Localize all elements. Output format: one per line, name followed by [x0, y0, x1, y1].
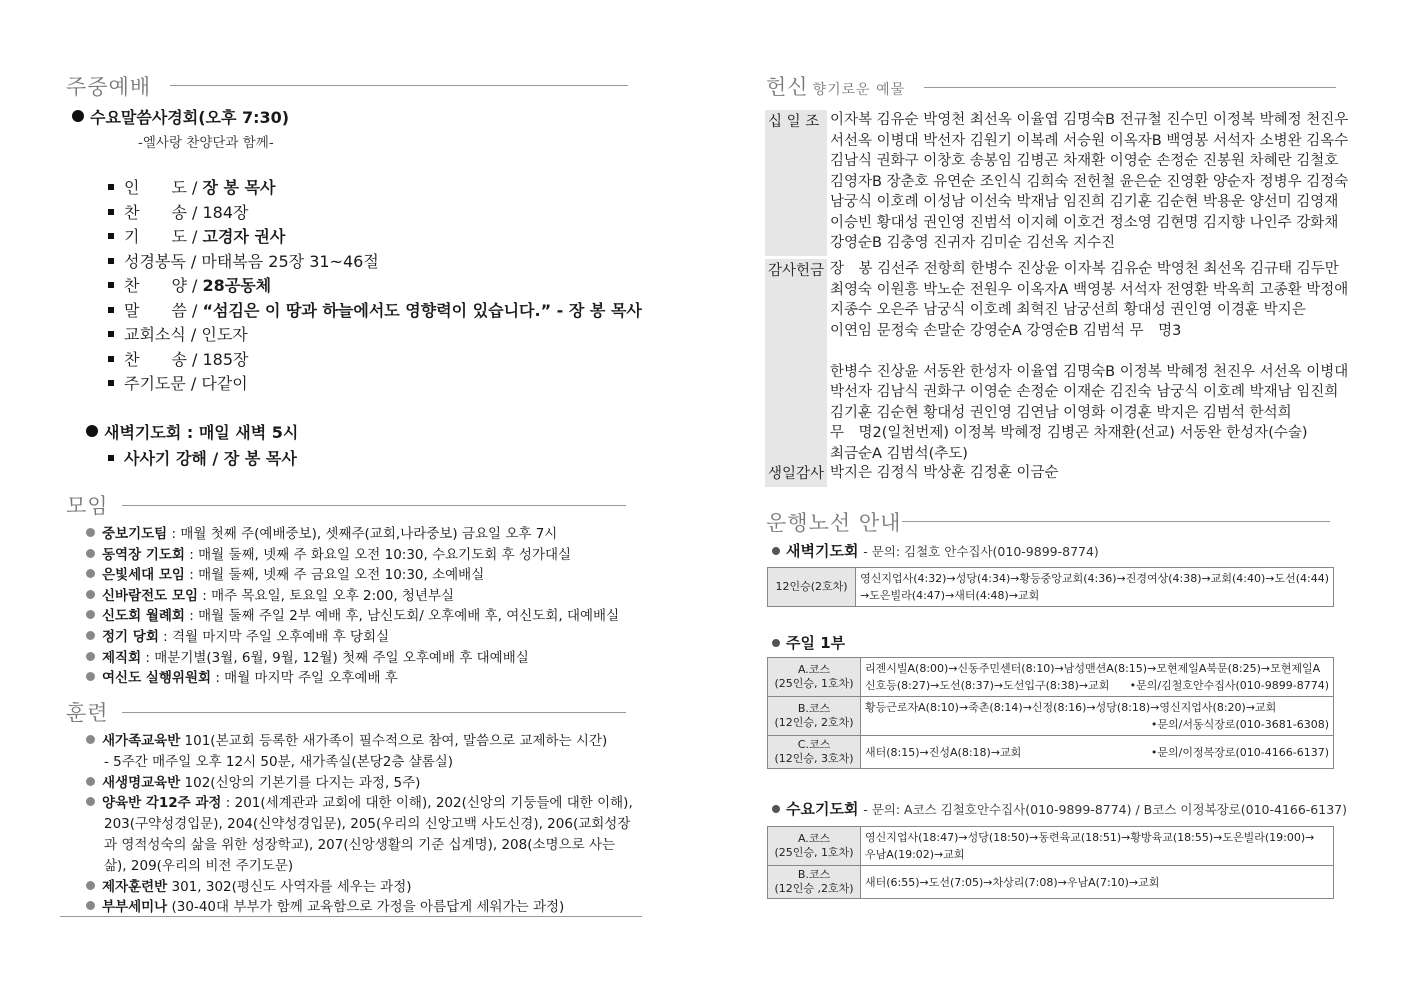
training-name: 제자훈련반	[102, 878, 168, 895]
bus-contact: •문의/이정복장로(010-4166-6137)	[1150, 745, 1329, 759]
meeting-desc: : 매월 마지막 주일 오후예배 후	[211, 670, 398, 687]
bus-car-label: A.코스	[797, 832, 831, 845]
order-item: 말 씀 / “섬김은 이 땅과 하늘에서도 영향력이 있습니다.” - 장 봉 목사	[108, 298, 642, 321]
service-subtitle: -엘사랑 찬양단과 함께-	[138, 135, 274, 151]
route-line: 새터(8:15)→진성A(8:18)→교회 •문의/이정복장로(010-4166-6137)	[865, 745, 1329, 759]
dawn-prayer-sub: 사사기 강해 / 장 봉 목사	[108, 446, 297, 469]
bullet-icon	[772, 805, 780, 813]
bus-car-cell	[768, 866, 861, 899]
thanks-names	[830, 259, 1348, 464]
divider	[170, 85, 628, 86]
training-desc: 101(본교회 등록한 새가족이 필수적으로 참여, 말씀으로 교제하는 시간)	[180, 733, 608, 749]
order-value: “섬김은 이 땅과 하늘에서도 영향력이 있습니다.” - 장 봉 목사	[202, 300, 642, 320]
name-line: 김영자B 장춘호 유연순 조인식 김희숙 전헌철 윤은순 진영환 양순자 정병우 김정숙	[830, 173, 1349, 190]
meeting-desc: : 매월 둘째, 넷째 주 화요일 오전 10:30, 수요기도회 후 성가대실	[184, 546, 572, 563]
bus-car-label: (25인승, 1호차)	[774, 677, 854, 690]
name-line: 최영숙 이원흥 박노순 전원우 이옥자A 백영봉 서석자 전영환 박옥희 고종환 박정애	[830, 281, 1349, 298]
bullet-icon	[772, 639, 780, 647]
meeting-desc: : 격월 마지막 주일 오후예배 후 당회실	[158, 629, 390, 645]
meeting-item	[86, 666, 398, 686]
meeting-name: 은빛세대 모임	[102, 567, 185, 584]
bus-car-label: (12인승, 2호차)	[774, 716, 854, 729]
name-line: 김기훈 김순현 황대성 권인영 김연남 이영화 이경훈 박지은 김범석 한석희	[830, 404, 1292, 421]
training-name: 새가족교육반	[102, 733, 181, 749]
training-desc: - 5주간 매주일 오후 12시 50분, 새가족실(본당2층 샬롬실)	[104, 753, 454, 770]
training-line	[86, 875, 412, 895]
birthday-label: 생일감사	[765, 463, 827, 487]
square-bullet-icon	[108, 209, 114, 215]
bus-route-cell	[861, 827, 1334, 866]
order-label: 찬 양	[124, 276, 187, 295]
order-label: 교회소식	[124, 325, 186, 344]
meeting-desc: : 매월 둘째, 넷째 주 금요일 오전 10:30, 소예배실	[184, 567, 485, 584]
meeting-desc: : 매주 목요일, 토요일 오후 2:00, 청년부실	[198, 587, 455, 604]
bullet-icon	[86, 610, 95, 619]
square-bullet-icon	[108, 233, 114, 239]
meeting-item	[86, 625, 389, 645]
square-bullet-icon	[108, 331, 114, 337]
bus-route-cell	[861, 736, 1334, 769]
bus-route-cell	[861, 658, 1334, 697]
meeting-item	[86, 522, 557, 542]
divider	[60, 916, 642, 917]
order-item: 성경봉독 / 마태복음 25장 31~46절	[108, 249, 379, 272]
meeting-item	[86, 646, 529, 666]
bus-car-label: (12인승, 3호차)	[774, 752, 854, 765]
route-line: 우남A(19:02)→교회	[865, 848, 965, 861]
order-item: 찬 양 / 28공동체	[108, 273, 271, 296]
order-item: 찬 송 / 184장	[108, 200, 248, 223]
bus-route-cell	[861, 697, 1334, 736]
training-desc: 102(신앙의 기본기를 다지는 과정, 5주)	[180, 774, 421, 791]
route-line: 새터(6:55)→도선(7:05)→차상리(7:08)→우남A(7:10)→교회	[865, 875, 1160, 889]
bullet-icon	[86, 425, 98, 437]
order-value: 28공동체	[202, 276, 272, 295]
order-value: 185장	[202, 349, 249, 369]
bus-contact: •문의/서동식장로(010-3681-6308)	[1150, 718, 1329, 731]
bus-row	[768, 866, 1334, 899]
name-line: 박선자 김남식 권화구 이영순 손정순 이재순 김진숙 남궁식 이호례 박재남 임진희	[830, 384, 1339, 400]
bus-car-label: C.코스	[797, 738, 831, 751]
order-value: 마태복음 25장 31~46절	[201, 251, 379, 271]
name-line: 이연임 문정숙 손말순 강영순A 강영순B 김범석 무 명3	[830, 322, 1182, 339]
training-desc: 삶), 209(우리의 비전 주기도문)	[104, 857, 294, 874]
order-label: 기 도	[124, 227, 187, 246]
birthday-names: 박지은 김정식 박상훈 김정훈 이금순	[830, 465, 1059, 481]
worship-section-title: 주중예배	[66, 75, 152, 99]
bus-car-label: (12인승 ,2호차)	[774, 882, 854, 895]
bus-car-label: B.코스	[797, 702, 831, 715]
training-line	[104, 854, 293, 874]
meeting-name: 제직회	[102, 649, 142, 666]
training-name: 양육반 각12주 과정	[102, 795, 222, 812]
divider	[902, 521, 1330, 522]
training-desc: 203(구약성경입문), 204(신약성경입문), 205(우리의 신앙고백 사도신경), 206(교회성장	[104, 816, 631, 833]
bullet-icon	[86, 590, 95, 599]
route-line: 황등근로자A(8:10)→죽촌(8:14)→신정(8:16)→성당(8:18)→영신지업사(8:20)→교회	[865, 701, 1277, 714]
name-line: 서선옥 이병대 박선자 김원기 이복례 서승원 이옥자B 백영봉 서석자 소병완 김옥수	[830, 132, 1349, 149]
square-bullet-icon	[108, 282, 114, 288]
bullet-icon	[772, 547, 780, 555]
name-line	[830, 341, 1348, 362]
training-name: 새생명교육반	[102, 774, 181, 791]
bus-route-cell	[856, 568, 1334, 607]
order-value: 인도자	[201, 325, 248, 344]
bus-row	[768, 568, 1334, 607]
meeting-desc: : 매월 둘째 주일 2부 예배 후, 남신도회/ 오후예배 후, 여신도회, 대예배실	[184, 608, 620, 625]
tithe-label: 십 일 조	[765, 110, 827, 256]
meeting-name: 신도회 월례회	[102, 608, 185, 625]
name-line: 김남식 권화구 이창호 송봉임 김병곤 차재환 이영순 손정순 진봉원 차혜란 김철호	[830, 153, 1339, 169]
square-bullet-icon	[108, 184, 114, 190]
meetings-section-title: 모임	[66, 494, 109, 518]
bus-row	[768, 736, 1334, 769]
bus-car-cell	[768, 827, 861, 866]
divider	[924, 87, 1336, 88]
name-line: 무 명2(일천번제) 이정복 박혜정 김병곤 차재환(선교) 서동완 한성자(수술)	[830, 425, 1308, 441]
bus-row	[768, 658, 1334, 697]
order-label: 성경봉독	[124, 251, 186, 271]
meeting-desc: : 매분기별(3월, 6월, 9월, 12월) 첫째 주일 오후예배 후 대예배실	[141, 649, 529, 666]
training-line	[86, 895, 564, 915]
bus-row	[768, 697, 1334, 736]
thanks-label: 감사헌금	[765, 259, 827, 485]
name-line: 이승빈 황대성 권인영 진범석 이지혜 이호건 정소영 김현명 김지향 나인주 강화채	[830, 214, 1339, 231]
name-line: 장 봉 김선주 전항희 한병수 진상윤 이자복 김유순 박영천 최선옥 김규태 김두만	[830, 261, 1339, 277]
square-bullet-icon	[108, 380, 114, 386]
order-value: 다같이	[201, 374, 248, 393]
route-line: 영신지업사(4:32)→성당(4:34)→황등중앙교회(4:36)→진경여상(4:38)→교회(4:40)→도선(4:44)	[860, 572, 1329, 585]
meeting-item	[86, 584, 454, 604]
service-heading	[72, 105, 289, 128]
bus-car-cell	[768, 568, 856, 607]
training-desc: 과 영적성숙의 삶을 위한 성장학교), 207(신앙생활의 기준 십계명), 208(소명으로 사는	[104, 837, 616, 853]
route-line: →도은빌라(4:47)→새터(4:48)→교회	[860, 589, 1040, 602]
bus-car-cell	[768, 736, 861, 769]
bus-car-cell	[768, 697, 861, 736]
meeting-item	[86, 563, 484, 583]
bullet-icon	[86, 881, 95, 890]
bus-car-label: 12인승(2호차)	[775, 580, 848, 593]
square-bullet-icon	[108, 258, 114, 264]
bullet-icon	[86, 528, 95, 537]
offering-section-title: 헌신 향기로운 예물	[766, 75, 906, 99]
square-bullet-icon	[108, 307, 114, 313]
bullet-icon	[86, 777, 95, 786]
bus-dawn-heading: 새벽기도회 - 문의: 김철호 안수집사(010-9899-8774)	[772, 540, 1099, 561]
bullet-icon	[86, 549, 95, 558]
order-item: 인 도 / 장 봉 목사	[108, 175, 275, 198]
name-line: 남궁식 이호례 이성남 이선숙 박재남 임진희 김기훈 김순현 박용운 양선미 김영재	[830, 194, 1339, 210]
meeting-name: 동역장 기도회	[102, 546, 185, 563]
meeting-name: 정기 당회	[102, 629, 159, 645]
order-value: 고경자 권사	[202, 227, 286, 246]
name-line: 최금순A 김범석(추도)	[830, 445, 968, 462]
bullet-icon	[72, 110, 84, 122]
bullet-icon	[86, 631, 95, 640]
bus-car-cell	[768, 658, 861, 697]
square-bullet-icon	[108, 455, 114, 461]
bus-car-label: A.코스	[797, 663, 831, 676]
training-line	[104, 812, 630, 832]
bus-car-label: (25인승, 1호차)	[774, 846, 854, 859]
order-label: 인 도	[124, 178, 187, 197]
divider	[122, 712, 626, 713]
order-item: 주기도문 / 다같이	[108, 371, 248, 394]
training-desc: 301, 302(평신도 사역자를 세우는 과정)	[167, 878, 412, 895]
training-desc: : 201(세계관과 교회에 대한 이해), 202(신앙의 기둥들에 대한 이해),	[221, 795, 633, 812]
meeting-desc: : 매월 첫째 주(예배중보), 셋째주(교회,나라중보) 금요일 오후 7시	[167, 526, 558, 542]
bus-sunday-heading: 주일 1부	[772, 632, 845, 653]
bus-section-title: 운행노선 안내	[766, 511, 902, 535]
bus-contact: •문의/김철호안수집사(010-9899-8774)	[1129, 679, 1329, 692]
order-value: 184장	[202, 202, 249, 222]
dawn-prayer-heading: 새벽기도회 : 매일 새벽 5시	[86, 420, 298, 443]
bullet-icon	[86, 901, 95, 910]
order-label: 찬 송	[124, 202, 187, 222]
training-line	[104, 833, 615, 853]
square-bullet-icon	[108, 356, 114, 362]
meeting-item	[86, 604, 619, 624]
name-line: 강영순B 김충영 진귀자 김미순 김선옥 지수진	[830, 235, 1116, 251]
bullet-icon	[86, 569, 95, 578]
meeting-item	[86, 543, 571, 563]
tithe-names	[830, 110, 1348, 254]
bus-dawn-table	[767, 567, 1334, 607]
training-name: 부부세미나	[102, 899, 168, 916]
order-label: 찬 송	[124, 349, 187, 369]
order-value: 장 봉 목사	[202, 178, 276, 197]
divider	[122, 505, 626, 506]
service-title: 수요말씀사경회(오후 7:30)	[90, 108, 290, 127]
bus-sunday-table	[767, 657, 1334, 769]
name-line: 지종수 오은주 남궁식 이호례 최혁진 남궁선희 황대성 권인영 이경훈 박지은	[830, 302, 1306, 318]
meeting-name: 중보기도팀	[102, 526, 168, 542]
name-line: 이자복 김유순 박영천 최선옥 이율엽 김명숙B 전규철 진수민 이정복 박혜정 천진우	[830, 112, 1349, 128]
bus-wednesday-heading: 수요기도회 - 문의: A코스 김철호안수집사(010-9899-8774) / B코스 이정복장로(010-4166-6137)	[772, 798, 1347, 819]
meeting-name: 신바람전도 모임	[102, 587, 198, 604]
route-line: 리젠시빌A(8:00)→신동주민센터(8:10)→남성맨션A(8:15)→모현제일A북문(8:25)→모현제일A	[865, 662, 1321, 675]
order-label: 말 씀	[124, 300, 187, 320]
route-line: 영신지업사(18:47)→성당(18:50)→동련육교(18:51)→황방육교(18:55)→도은빌라(19:00)→	[865, 831, 1315, 844]
order-item: 찬 송 / 185장	[108, 347, 248, 370]
bus-row	[768, 827, 1334, 866]
name-line: 한병수 진상윤 서동완 한성자 이율엽 김명숙B 이정복 박혜정 천진우 서선옥 이병대	[830, 363, 1349, 380]
order-item: 교회소식 / 인도자	[108, 322, 248, 345]
bus-wednesday-table	[767, 826, 1334, 899]
bus-car-label: B.코스	[797, 868, 831, 881]
bullet-icon	[86, 652, 95, 661]
training-line	[104, 750, 453, 770]
training-desc: (30-40대 부부가 함께 교육함으로 가정을 아름답게 세워가는 과정)	[167, 899, 565, 916]
bullet-icon	[86, 797, 95, 806]
bus-route-cell	[861, 866, 1334, 899]
meeting-name: 여신도 실행위원회	[102, 670, 212, 687]
order-label: 주기도문	[124, 374, 186, 393]
training-section-title: 훈련	[66, 701, 109, 725]
bullet-icon	[86, 735, 95, 744]
bullet-icon	[86, 672, 95, 681]
route-line: 신호등(8:27)→도선(8:37)→도선입구(8:38)→교회 •문의/김철호안수집사(010-9899-8774)	[865, 679, 1329, 692]
order-item: 기 도 / 고경자 권사	[108, 224, 285, 247]
training-line	[86, 729, 607, 749]
training-line	[86, 771, 420, 791]
training-line	[86, 791, 633, 811]
